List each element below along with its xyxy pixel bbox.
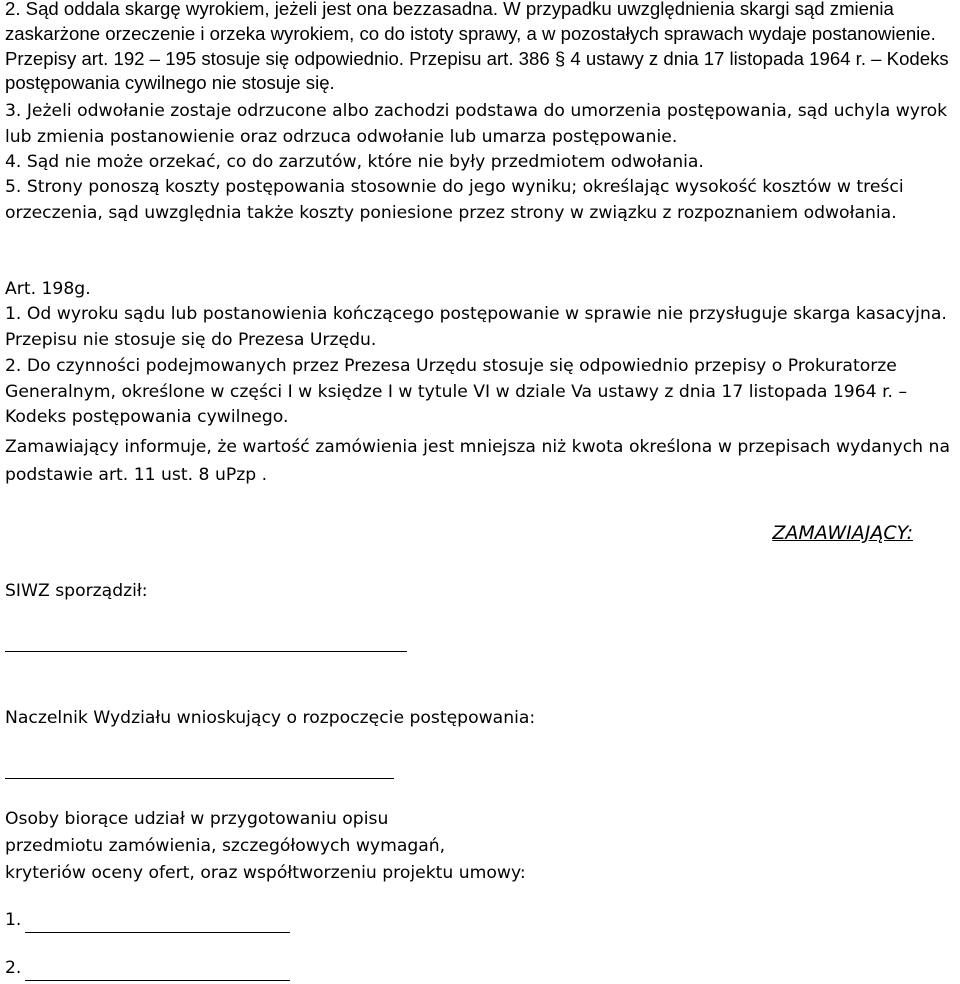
signatory-number-2: 2. (5, 958, 22, 978)
signatory-line-1 (25, 932, 290, 933)
article-paragraph-2: 2. Do czynności podejmowanych przez Prezesa Urzędu stosuje się odpowiednio przepisy o Prokuratorze Generalnym, określone w części I w księdze I w tytule VI w dziale Va ustawy z dnia 17 listopada 1964 r. – Kodeks postępowania cywilnego. (5, 356, 908, 427)
signatory-number-1: 1. (5, 910, 22, 930)
signatory-line-2 (25, 980, 290, 981)
osoby-label-line-1: Osoby biorące udział w przygotowaniu opisu (5, 809, 389, 829)
paragraph-3: 3. Jeżeli odwołanie zostaje odrzucone albo zachodzi podstawa do umorzenia postępowania, sąd uchyla wyrok lub zmienia postanowienie oraz odrzuca odwołanie lub umarza postępowanie. (5, 101, 948, 147)
siwz-signature-line (5, 651, 407, 652)
naczelnik-signature-line (5, 778, 394, 779)
article-paragraph-1: 1. Od wyroku sądu lub postanowienia kończącego postępowanie w sprawie nie przysługuje skarga kasacyjna. Przepisu nie stosuje się do Prezesa Urzędu. (5, 304, 947, 350)
osoby-label (5, 806, 526, 887)
osoby-label-line-2: przedmiotu zamówienia, szczegółowych wymagań, (5, 836, 446, 856)
info-paragraph: Zamawiający informuje, że wartość zamówienia jest mniejsza niż kwota określona w przepisach wydanych na podstawie art. 11 ust. 8 uPzp . (5, 437, 950, 485)
paragraph-sad-oddala: 2. Sąd oddala skargę wyrokiem, jeżeli jest ona bezzasadna. W przypadku uwzględnienia skargi sąd zmienia zaskarżone orzeczenie i orzeka wyrokiem, co do istoty sprawy, a w pozostałych sprawach wydaje postanowienie. Przepisy art. 192 – 195 stosuje się odpowiednio. Przepisu art. 386 § 4 ustawy z dnia 17 listopada 1964 r. – Kodeks postępowania cywilnego nie stosuje się. (5, 0, 949, 94)
osoby-label-line-3: kryteriów oceny ofert, oraz współtworzeniu projektu umowy: (5, 863, 526, 883)
paragraph-5: 5. Strony ponoszą koszty postępowania stosownie do jego wyniku; określając wysokość kosztów w treści orzeczenia, sąd uwzględnia także koszty poniesione przez strony w związku z rozpoznaniem odwołania. (5, 177, 904, 223)
siwz-label: SIWZ sporządził: (5, 581, 148, 601)
zamawiajacy-heading: ZAMAWIAJĄCY: (772, 522, 913, 544)
article-heading: Art. 198g. (5, 279, 91, 299)
naczelnik-label: Naczelnik Wydziału wnioskujący o rozpoczęcie postępowania: (5, 708, 536, 728)
paragraph-4: 4. Sąd nie może orzekać, co do zarzutów, które nie były przedmiotem odwołania. (5, 152, 704, 172)
